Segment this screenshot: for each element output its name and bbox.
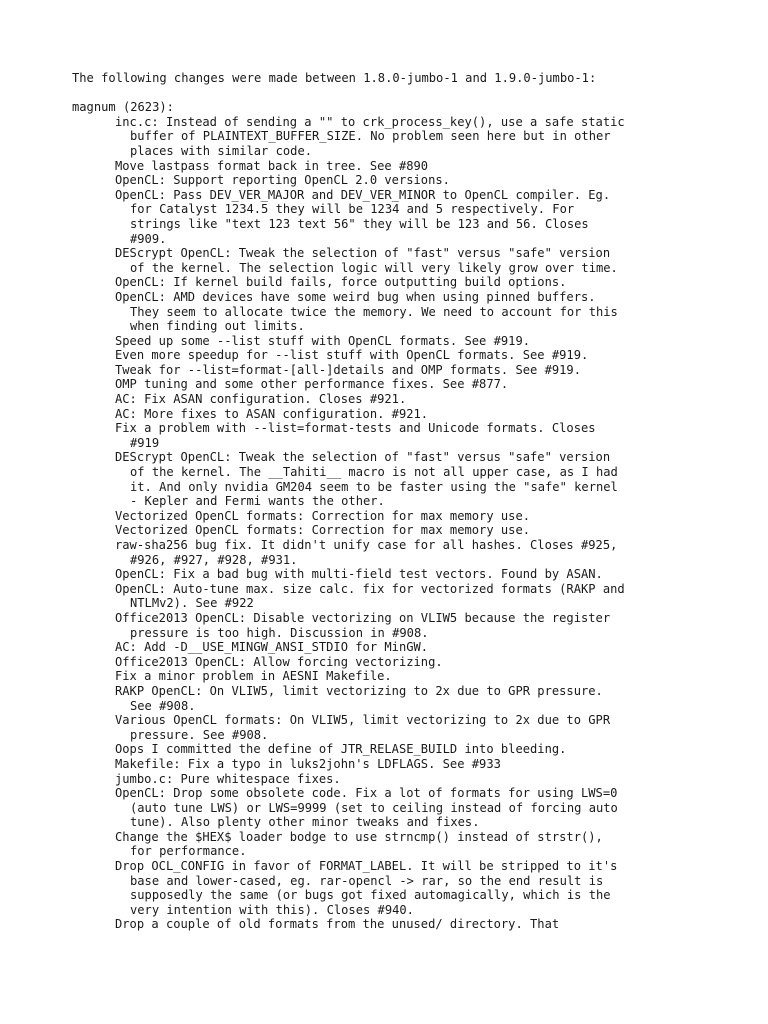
change-entry: Vectorized OpenCL formats: Correction for max memory use. [115, 523, 531, 538]
change-entry: AC: Add -D__USE_MINGW_ANSI_STDIO for MinGW. [115, 640, 429, 655]
change-entry: Office2013 OpenCL: Allow forcing vectorizing. [115, 654, 443, 669]
change-entry: Tweak for --list=format-[all-]details and OMP formats. See #919. [115, 362, 581, 377]
change-entry: Various OpenCL formats: On VLIW5, limit vectorizing to 2x due to GPR pressure. See #908. [115, 713, 611, 742]
change-entry: OpenCL: AMD devices have some weird bug when using pinned buffers. They seem to allocate twice the memory. We need to account for this when finding out limits. [115, 289, 618, 334]
change-entry: OpenCL: Support reporting OpenCL 2.0 versions. [115, 173, 450, 188]
change-entry: DEScrypt OpenCL: Tweak the selection of "fast" versus "safe" version of the kernel. The selection logic will very likely grow over time. [115, 246, 618, 275]
change-entry: Fix a problem with --list=format-tests and Unicode formats. Closes #919 [115, 421, 596, 450]
changelog-intro: The following changes were made between 1.8.0-jumbo-1 and 1.9.0-jumbo-1: [72, 71, 597, 85]
change-entry: AC: More fixes to ASAN configuration. #921. [115, 406, 429, 421]
change-entry: raw-sha256 bug fix. It didn't unify case for all hashes. Closes #925, #926, #927, #928, #931. [115, 538, 618, 567]
change-entry: Office2013 OpenCL: Disable vectorizing on VLIW5 because the register pressure is too high. Discussion in #908. [115, 610, 611, 640]
author-heading: magnum (2623): [72, 100, 174, 115]
change-entry: Fix a minor problem in AESNI Makefile. [115, 669, 392, 684]
change-entry: Makefile: Fix a typo in luks2john's LDFLAGS. See #933 [115, 756, 501, 771]
change-entry: OMP tuning and some other performance fixes. See #877. [115, 377, 509, 392]
change-entry: RAKP OpenCL: On VLIW5, limit vectorizing to 2x due to GPR pressure. See #908. [115, 683, 603, 713]
change-entry: Even more speedup for --list stuff with OpenCL formats. See #919. [115, 348, 589, 363]
change-entry: Drop a couple of old formats from the unused/ directory. That [115, 917, 560, 932]
change-entry: OpenCL: Auto-tune max. size calc. fix for vectorized formats (RAKP and NTLMv2). See #922 [115, 581, 625, 611]
change-entry: Oops I committed the define of JTR_RELASE_BUILD into bleeding. [115, 742, 567, 757]
change-entry: Move lastpass format back in tree. See #890 [115, 158, 429, 173]
change-entry: Speed up some --list stuff with OpenCL formats. See #919. [115, 333, 531, 348]
change-entry: OpenCL: Fix a bad bug with multi-field test vectors. Found by ASAN. [115, 567, 603, 582]
change-entry: OpenCL: If kernel build fails, force outputting build options. [115, 275, 567, 290]
change-entry: OpenCL: Pass DEV_VER_MAJOR and DEV_VER_MINOR to OpenCL compiler. Eg. for Catalyst 1234.5 they will be 1234 and 5 respectively. For strings like "text 123 text 56" they will be 123 and 56. Closes #909. [115, 187, 611, 246]
changelog-document [72, 71, 752, 932]
change-list [72, 115, 752, 932]
change-entry: DEScrypt OpenCL: Tweak the selection of "fast" versus "safe" version of the kernel. The __Tahiti__ macro is not all upper case, as I had it. And only nvidia GM204 seem to be faster using the "safe" kernel - Kepler and Fermi wants the other. [115, 450, 618, 509]
change-entry: Change the $HEX$ loader bodge to use strncmp() instead of strstr(), for performance. [115, 829, 603, 859]
change-entry: Vectorized OpenCL formats: Correction for max memory use. [115, 508, 531, 523]
change-entry: inc.c: Instead of sending a "" to crk_process_key(), use a safe static buffer of PLAINTEXT_BUFFER_SIZE. No problem seen here but in other places with similar code. [115, 114, 625, 158]
change-entry: Drop OCL_CONFIG in favor of FORMAT_LABEL. It will be stripped to it's base and lower-cased, eg. rar-opencl -> rar, so the end result is supposedly the same (or bugs got fixed automagically, which is the very intention with this). Closes #940. [115, 859, 618, 917]
change-entry: jumbo.c: Pure whitespace fixes. [115, 771, 341, 786]
change-entry: AC: Fix ASAN configuration. Closes #921. [115, 392, 407, 407]
change-entry: OpenCL: Drop some obsolete code. Fix a lot of formats for using LWS=0 (auto tune LWS) or LWS=9999 (set to ceiling instead of forcing auto tune). Also plenty other minor tweaks and fixes. [115, 786, 618, 830]
